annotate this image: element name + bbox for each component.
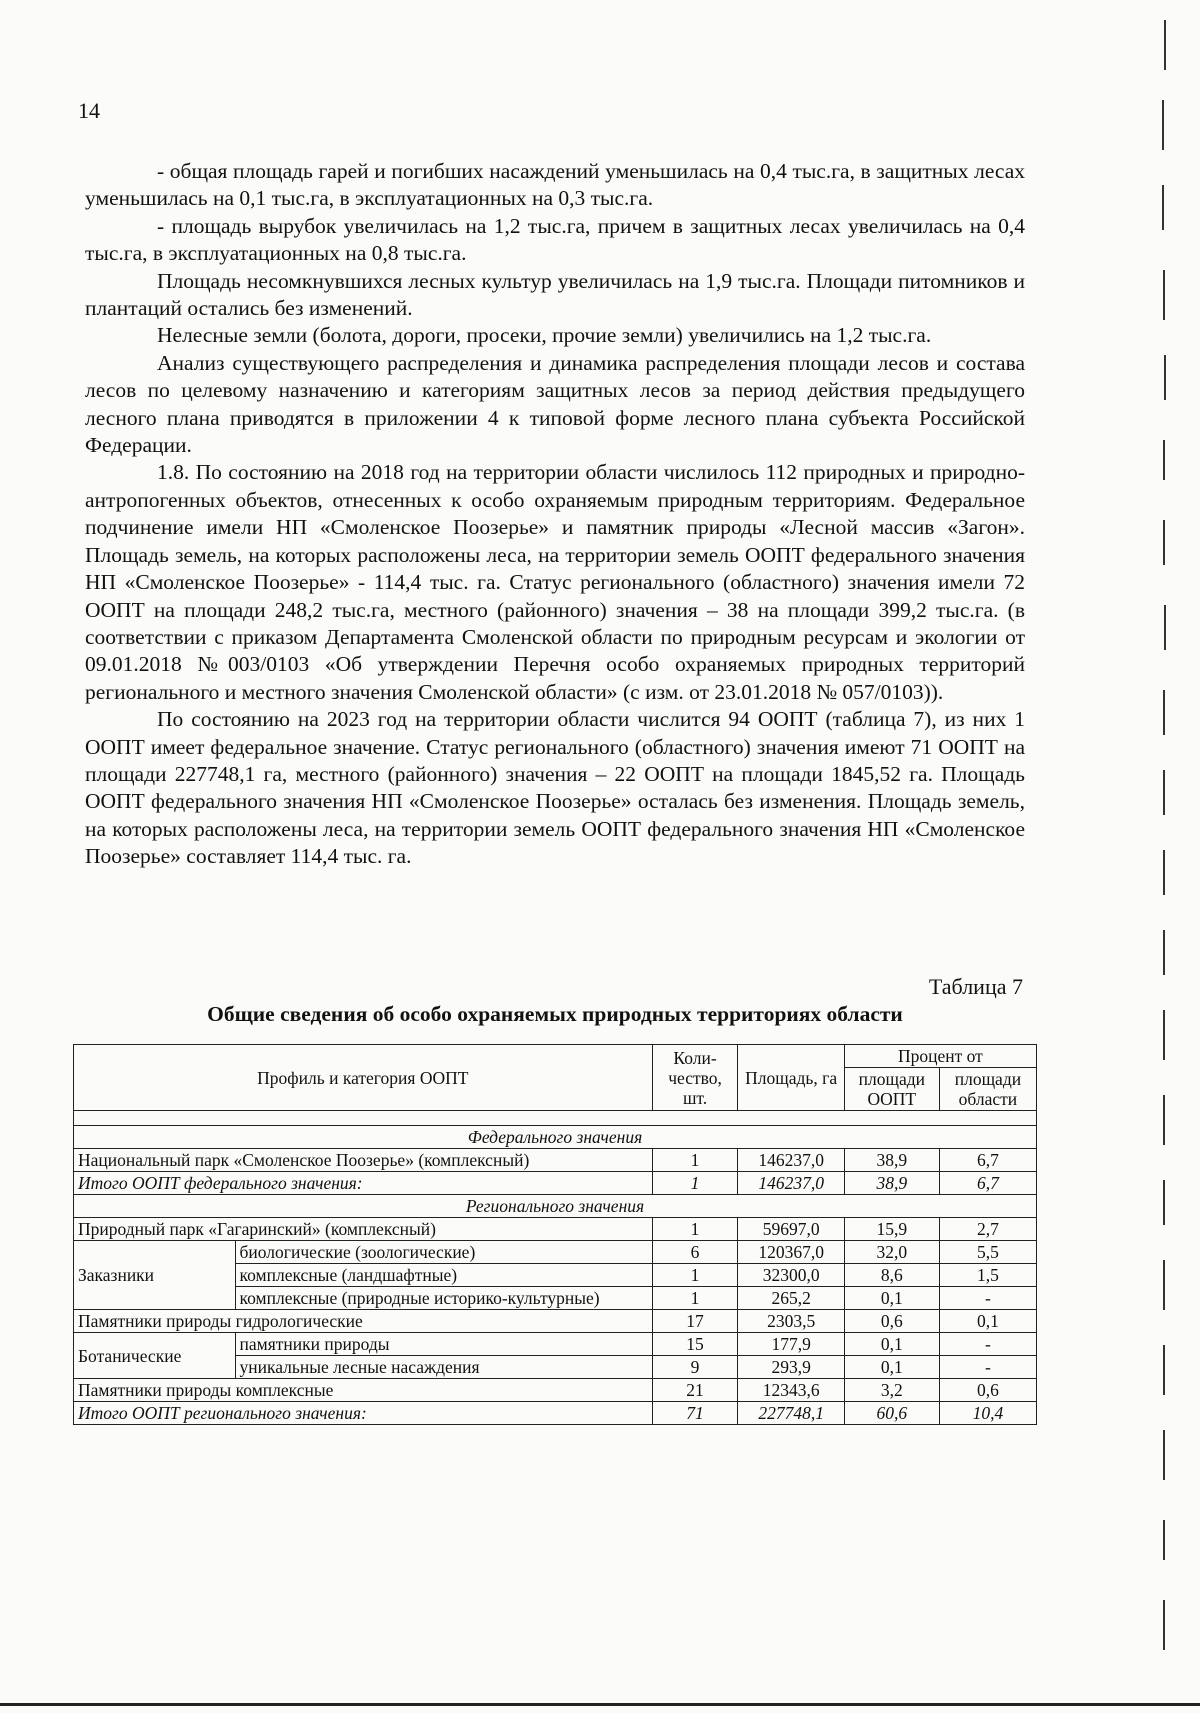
header-area: Площадь, га	[738, 1045, 844, 1111]
header-count: Коли-чество, шт.	[652, 1045, 738, 1111]
table-row: Памятники природы комплексные 21 12343,6 3,2 0,6	[74, 1379, 1037, 1402]
page-number: 14	[78, 98, 100, 123]
scan-bottom-edge	[0, 1703, 1200, 1706]
paragraph: - площадь вырубок увеличилась на 1,2 тыс.га, причем в защитных лесах увеличилась на 0,4 тыс.га, в эксплуатационных на 0,8 тыс.га.	[85, 213, 1025, 266]
scan-edge-marks	[1140, 0, 1200, 1713]
header-pct-oopt: площади ООПТ	[844, 1068, 939, 1111]
spacer-row	[74, 1111, 1037, 1126]
section-row: Федерального значения	[74, 1126, 1037, 1149]
table-row: Заказники биологические (зоологические) 6 120367,0 32,0 5,5	[74, 1241, 1037, 1264]
group-label-botanical: Ботанические	[74, 1333, 236, 1379]
total-row: Итого ООПТ федерального значения: 1 146237,0 38,9 6,7	[74, 1172, 1037, 1195]
table-row: комплексные (ландшафтные) 1 32300,0 8,6 1,5	[74, 1264, 1037, 1287]
oopt-table	[73, 1044, 1037, 1425]
paragraph: По состоянию на 2023 год на территории области числится 94 ООПТ (таблица 7), из них 1 ООПТ имеет федеральное значение. Статус регионального (областного) значения имеют 71 ООПТ на площади 227748,1 га, местного (районного) значения – 22 ООПТ на площади 1845,52 га. Площадь ООПТ федерального значения НП «Смоленское Поозерье» осталась без изменения. Площадь земель, на которых расположены леса, на территории земель ООПТ федерального значения НП «Смоленское Поозерье» составляет 114,4 тыс. га.	[85, 707, 1025, 869]
table-row: Ботанические памятники природы 15 177,9 0,1 -	[74, 1333, 1037, 1356]
header-profile: Профиль и категория ООПТ	[74, 1045, 653, 1111]
header-percent: Процент от	[844, 1045, 1036, 1068]
section-row: Регионального значения	[74, 1195, 1037, 1218]
paragraph: Нелесные земли (болота, дороги, просеки, прочие земли) увеличились на 1,2 тыс.га.	[157, 323, 932, 348]
table-row: Природный парк «Гагаринский» (комплексный) 1 59697,0 15,9 2,7	[74, 1218, 1037, 1241]
paragraph: - общая площадь гарей и погибших насаждений уменьшилась на 0,4 тыс.га, в защитных лесах уменьшилась на 0,1 тыс.га, в эксплуатационных на 0,3 тыс.га.	[85, 159, 1025, 211]
table-row: уникальные лесные насаждения 9 293,9 0,1 -	[74, 1356, 1037, 1379]
table-label: Таблица 7	[928, 974, 1023, 999]
paragraph: Площадь несомкнувшихся лесных культур увеличилась на 1,9 тыс.га. Площади питомников и плантаций остались без изменений.	[85, 268, 1025, 321]
paragraph: 1.8. По состоянию на 2018 год на территории области числилось 112 природных и природно-антропогенных объектов, отнесенных к особо охраняемым природным территориям. Федеральное подчинение имели НП «Смоленское Поозерье» и памятник природы «Лесной массив «Загон». Площадь земель, на которых расположены леса, на территории земель ООПТ федерального значения НП «Смоленское Поозерье» - 114,4 тыс. га. Статус регионального (областного) значения имели 72 ООПТ на площади 248,2 тыс.га, местного (районного) значения – 38 на площади 399,2 тыс.га. (в соответствии с приказом Департамента Смоленской области по природным ресурсам и экологии от 09.01.2018 №003/0103 «Об утверждении Перечня особо охраняемых природных территорий регионального и местного значения Смоленской области» (с изм. от 23.01.2018 № 057/0103)).	[85, 460, 1025, 704]
table-row: Национальный парк «Смоленское Поозерье» (комплексный) 1 146237,0 38,9 6,7	[74, 1149, 1037, 1172]
group-label-zakazniki: Заказники	[74, 1241, 236, 1310]
header-pct-region: площади области	[939, 1068, 1036, 1111]
body-text	[85, 158, 1025, 871]
table-header-row	[74, 1045, 1037, 1068]
table-title: Общие сведения об особо охраняемых природных территориях области	[207, 1002, 903, 1026]
paragraph: Анализ существующего распределения и динамика распределения площади лесов и состава лесов по целевому назначению и категориям защитных лесов за период действия предыдущего лесного плана приводятся в приложении 4 к типовой форме лесного плана субъекта Российской Федерации.	[85, 350, 1025, 458]
total-row: Итого ООПТ регионального значения: 71 227748,1 60,6 10,4	[74, 1402, 1037, 1425]
table-row: Памятники природы гидрологические 17 2303,5 0,6 0,1	[74, 1310, 1037, 1333]
table-row: комплексные (природные историко-культурные) 1 265,2 0,1 -	[74, 1287, 1037, 1310]
